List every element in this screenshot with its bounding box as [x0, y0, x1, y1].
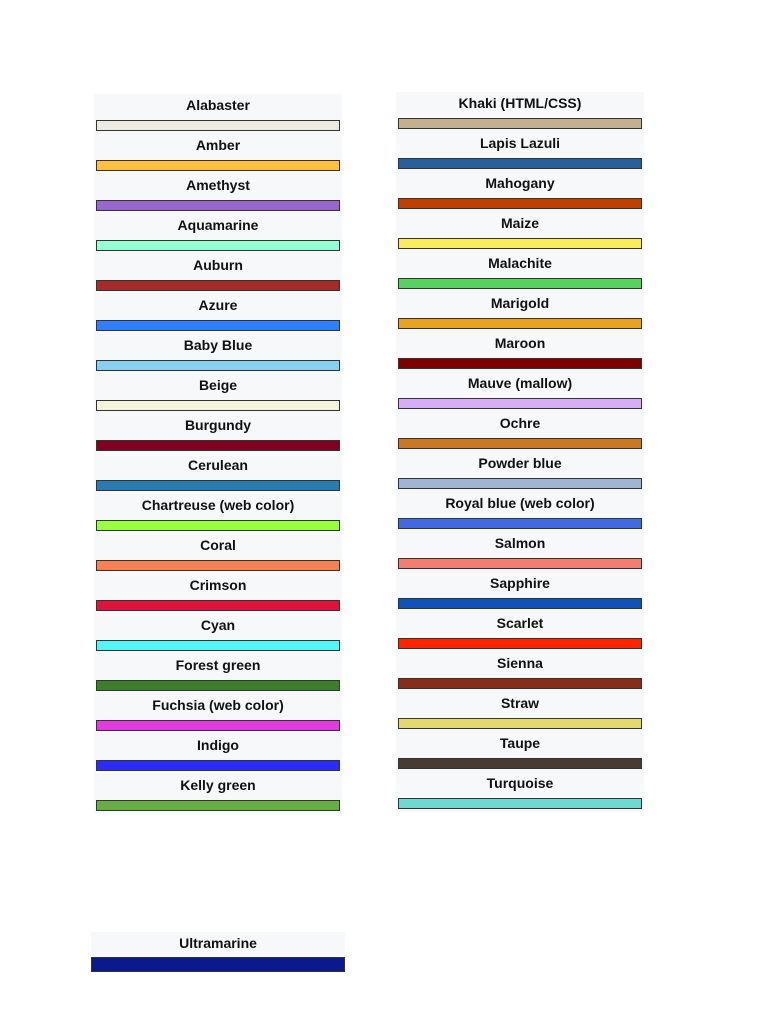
swatch-aquamarine [94, 214, 342, 254]
swatch-azure [94, 294, 342, 334]
swatch-lapis-lazuli [396, 132, 644, 172]
color-bar [398, 798, 642, 809]
swatch-auburn [94, 254, 342, 294]
color-bar [96, 680, 340, 691]
swatch-kelly-green [94, 774, 342, 814]
swatch-name: Salmon [494, 535, 546, 551]
swatch-name: Chartreuse (web color) [141, 497, 295, 513]
swatch-name: Sapphire [490, 575, 550, 591]
swatch-name: Baby Blue [183, 337, 253, 353]
color-bar [398, 558, 642, 569]
color-bar [398, 318, 642, 329]
color-bar [398, 158, 642, 169]
swatch-name: Burgundy [184, 417, 252, 433]
swatch-name: Powder blue [478, 455, 562, 471]
color-bar [96, 320, 340, 331]
swatch-name: Marigold [490, 295, 550, 311]
color-bar [398, 478, 642, 489]
swatch-ultramarine [91, 932, 345, 972]
color-bar [96, 800, 340, 811]
swatch-maroon [396, 332, 644, 372]
swatch-salmon [396, 532, 644, 572]
swatch-sienna [396, 652, 644, 692]
swatch-crimson [94, 574, 342, 614]
swatch-name: Mahogany [485, 175, 555, 191]
swatch-name: Straw [500, 695, 540, 711]
swatch-name: Auburn [193, 257, 243, 273]
swatch-mauve-mallow [396, 372, 644, 412]
color-bar [96, 280, 340, 291]
color-bar [96, 560, 340, 571]
swatch-indigo [94, 734, 342, 774]
color-bar [398, 438, 642, 449]
swatch-name: Taupe [499, 735, 541, 751]
swatch-cerulean [94, 454, 342, 494]
swatch-marigold [396, 292, 644, 332]
color-bar [96, 520, 340, 531]
color-bar [398, 358, 642, 369]
color-bar [398, 278, 642, 289]
swatch-amber [94, 134, 342, 174]
swatch-burgundy [94, 414, 342, 454]
color-bar [96, 440, 340, 451]
swatch-name: Alabaster [186, 97, 250, 113]
color-bar [398, 598, 642, 609]
color-bar [398, 198, 642, 209]
swatch-chartreuse-web-color [94, 494, 342, 534]
left-color-column [94, 94, 342, 814]
swatch-name: Ochre [499, 415, 541, 431]
swatch-name: Crimson [189, 577, 247, 593]
swatch-name: Kelly green [180, 777, 256, 793]
color-bar [96, 760, 340, 771]
color-bar [398, 638, 642, 649]
swatch-fuchsia-web-color [94, 694, 342, 734]
swatch-name: Mauve (mallow) [467, 375, 573, 391]
swatch-baby-blue [94, 334, 342, 374]
color-bar [96, 720, 340, 731]
swatch-royal-blue-web-color [396, 492, 644, 532]
swatch-name: Malachite [488, 255, 552, 271]
color-bar [398, 758, 642, 769]
color-bar [398, 118, 642, 129]
swatch-beige [94, 374, 342, 414]
swatch-name: Azure [198, 297, 238, 313]
swatch-alabaster [94, 94, 342, 134]
swatch-name: Cyan [200, 617, 236, 633]
right-color-column [396, 92, 644, 812]
swatch-amethyst [94, 174, 342, 214]
color-bar [96, 640, 340, 651]
swatch-name: Khaki (HTML/CSS) [458, 95, 582, 111]
color-bar [96, 120, 340, 131]
swatch-name: Coral [200, 537, 236, 553]
swatch-name: Amber [195, 137, 241, 153]
swatch-name: Maroon [494, 335, 546, 351]
swatch-name: Turquoise [486, 775, 554, 791]
swatch-name: Indigo [197, 737, 239, 753]
swatch-turquoise [396, 772, 644, 812]
color-bar [398, 238, 642, 249]
color-bar [398, 518, 642, 529]
swatch-ochre [396, 412, 644, 452]
color-bar [398, 398, 642, 409]
swatch-straw [396, 692, 644, 732]
swatch-name: Amethyst [186, 177, 250, 193]
swatch-powder-blue [396, 452, 644, 492]
swatch-name: Cerulean [188, 457, 248, 473]
swatch-malachite [396, 252, 644, 292]
swatch-name: Maize [500, 215, 540, 231]
swatch-name: Ultramarine [179, 935, 257, 951]
swatch-name: Aquamarine [177, 217, 259, 233]
swatch-name: Scarlet [496, 615, 544, 631]
swatch-maize [396, 212, 644, 252]
swatch-name: Royal blue (web color) [445, 495, 595, 511]
color-bar [96, 240, 340, 251]
color-bar [96, 600, 340, 611]
swatch-name: Beige [198, 377, 238, 393]
swatch-name: Sienna [497, 655, 543, 671]
color-bar [96, 400, 340, 411]
swatch-mahogany [396, 172, 644, 212]
swatch-khaki-html-css [396, 92, 644, 132]
swatch-coral [94, 534, 342, 574]
color-bar [96, 160, 340, 171]
color-bar [96, 360, 340, 371]
color-bar [96, 200, 340, 211]
swatch-name: Lapis Lazuli [479, 135, 561, 151]
color-bar [91, 957, 345, 972]
swatch-taupe [396, 732, 644, 772]
color-bar [398, 718, 642, 729]
swatch-forest-green [94, 654, 342, 694]
swatch-scarlet [396, 612, 644, 652]
swatch-cyan [94, 614, 342, 654]
color-bar [96, 480, 340, 491]
color-bar [398, 678, 642, 689]
swatch-name: Fuchsia (web color) [152, 697, 284, 713]
swatch-name: Forest green [175, 657, 261, 673]
swatch-sapphire [396, 572, 644, 612]
